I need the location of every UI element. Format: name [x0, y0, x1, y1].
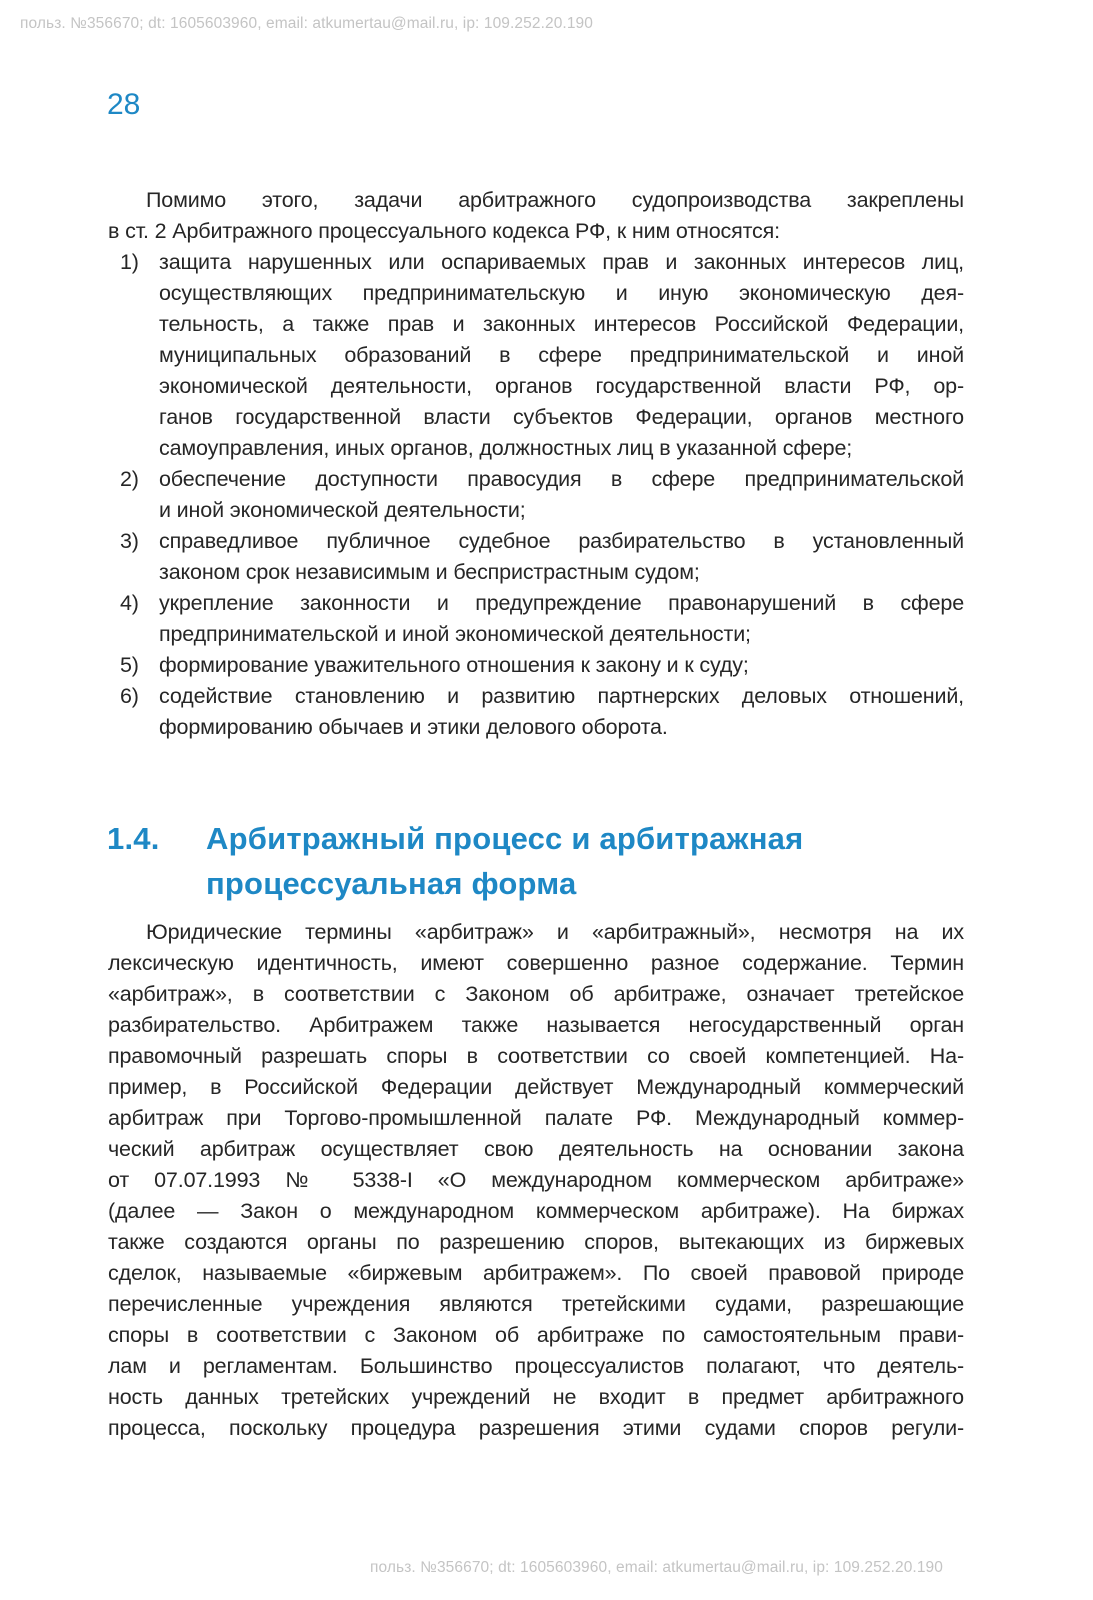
list-line: осуществляющих предпринимательскую и иную экономическую дея-: [159, 281, 964, 305]
list-marker: 3): [120, 529, 139, 553]
paragraph-line: разбирательство. Арбитражем также называется негосударственный орган: [108, 1013, 964, 1037]
list-line: формирование уважительного отношения к закону и к суду;: [159, 653, 749, 677]
intro-paragraph: [108, 185, 964, 247]
paragraph-line: лексическую идентичность, имеют совершенно разное содержание. Термин: [108, 951, 964, 975]
list-marker: 1): [120, 250, 139, 274]
list-line: содействие становлению и развитию партнерских деловых отношений,: [159, 684, 964, 708]
paragraph-line: от 07.07.1993 № 5338-I «О международном коммерческом арбитраже»: [108, 1168, 964, 1192]
list-item: [108, 526, 964, 588]
list-line: формированию обычаев и этики делового оборота.: [159, 715, 668, 739]
paragraph-line: перечисленные учреждения являются третейскими судами, разрешающие: [108, 1292, 964, 1316]
watermark-top: польз. №356670; dt: 1605603960, email: atkumertau@mail.ru, ip: 109.252.20.190: [20, 15, 593, 32]
list-line: справедливое публичное судебное разбирательство в установленный: [159, 529, 964, 553]
list-line: укрепление законности и предупреждение правонарушений в сфере: [159, 591, 964, 615]
list-line: самоуправления, иных органов, должностных лиц в указанной сфере;: [159, 436, 853, 460]
section-title-line: процессуальная форма: [206, 866, 577, 901]
paragraph-line: правомочный разрешать споры в соответствии со своей компетенцией. На-: [108, 1044, 964, 1068]
list-marker: 2): [120, 467, 139, 491]
list-item: [108, 464, 964, 526]
list-marker: 4): [120, 591, 139, 615]
list-line: законом срок независимым и беспристрастным судом;: [159, 560, 700, 584]
list-marker: 6): [120, 684, 139, 708]
page-number: 28: [107, 88, 141, 121]
paragraph-line: ность данных третейских учреждений не входит в предмет арбитражного: [108, 1385, 964, 1409]
body-paragraph: [108, 917, 964, 1444]
paragraph-line: арбитраж при Торгово-промышленной палате РФ. Международный коммер-: [108, 1106, 964, 1130]
list-line: тельность, а также прав и законных интересов Российской Федерации,: [159, 312, 964, 336]
list-line: защита нарушенных или оспариваемых прав и законных интересов лиц,: [159, 250, 964, 274]
paragraph-line: ческий арбитраж осуществляет свою деятельность на основании закона: [108, 1137, 964, 1161]
list-line: предпринимательской и иной экономической деятельности;: [159, 622, 751, 646]
list-line: обеспечение доступности правосудия в сфере предпринимательской: [159, 467, 964, 491]
paragraph-line: споры в соответствии с Законом об арбитраже по самостоятельным прави-: [108, 1323, 964, 1347]
paragraph-line: пример, в Российской Федерации действует Международный коммерческий: [108, 1075, 964, 1099]
paragraph-line: (далее — Закон о международном коммерческом арбитраже). На биржах: [108, 1199, 964, 1223]
list-item: [108, 681, 964, 743]
list-line: ганов государственной власти субъектов Федерации, органов местного: [159, 405, 964, 429]
section-title: [206, 816, 966, 906]
paragraph-line: также создаются органы по разрешению споров, вытекающих из биржевых: [108, 1230, 964, 1254]
list-line: экономической деятельности, органов государственной власти РФ, ор-: [159, 374, 964, 398]
list-line: муниципальных образований в сфере предпринимательской и иной: [159, 343, 964, 367]
section-title-line: Арбитражный процесс и арбитражная: [206, 821, 804, 856]
list-marker: 5): [120, 653, 139, 677]
section-number: 1.4.: [107, 821, 160, 856]
list-line: и иной экономической деятельности;: [159, 498, 526, 522]
list-item: [108, 588, 964, 650]
paragraph-line: лам и регламентам. Большинство процессуалистов полагают, что деятель-: [108, 1354, 964, 1378]
paragraph-line: «арбитраж», в соответствии с Законом об арбитраже, означает третейское: [108, 982, 964, 1006]
list-item: [108, 650, 964, 681]
list-item: [108, 247, 964, 464]
paragraph-line: процесса, поскольку процедура разрешения этими судами споров регули-: [108, 1416, 964, 1440]
paragraph-line: в ст. 2 Арбитражного процессуального кодекса РФ, к ним относятся:: [108, 219, 780, 243]
paragraph-line: Юридические термины «арбитраж» и «арбитражный», несмотря на их: [146, 920, 964, 944]
watermark-bottom: польз. №356670; dt: 1605603960, email: atkumertau@mail.ru, ip: 109.252.20.190: [370, 1559, 943, 1576]
paragraph-line: сделок, называемые «биржевым арбитражем». По своей правовой природе: [108, 1261, 964, 1285]
paragraph-line: Помимо этого, задачи арбитражного судопроизводства закреплены: [146, 188, 964, 212]
objectives-list: [108, 247, 964, 743]
